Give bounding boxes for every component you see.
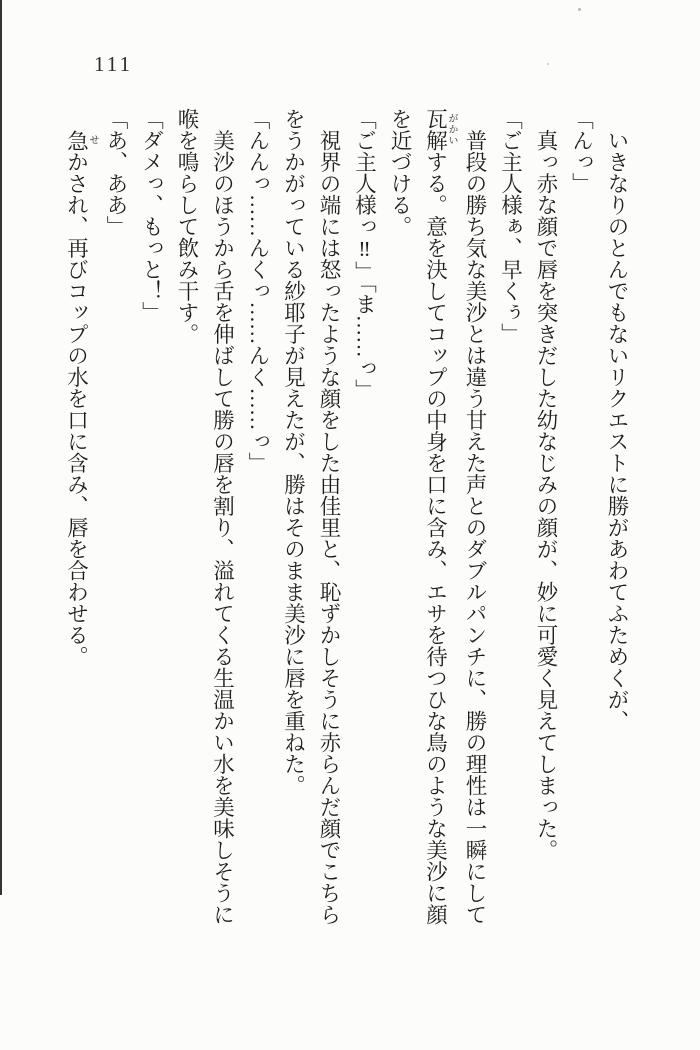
text-column-7: を近づける。 <box>388 108 412 237</box>
text-column-12: 美沙のほうから舌を伸ばして勝の唇を割り、溢れてくる生温かい水を美味しそうに <box>210 108 235 925</box>
text-column-4: 「ご主人様ぁ、早くぅ」 <box>498 108 523 345</box>
text-column-11: 「んんっ……んくっ……んく……っ」 <box>246 108 270 474</box>
page-number: 111 <box>94 52 133 76</box>
dust-speck <box>578 8 581 11</box>
text-block <box>58 108 634 948</box>
text-column-15: 「あ、ああ」 <box>104 108 128 237</box>
text-column-10: をうかがっている紗耶子が見えたが、勝はそのまま美沙に唇を重ねた。 <box>281 108 306 796</box>
ruby-annotated-word: 急せ <box>64 129 98 151</box>
text-column-6: 瓦解がかいする。意を決してコップの中身を口に含み、エサを待つひな鳥のような美沙に顔 <box>423 108 457 925</box>
scan-edge-artifact <box>0 0 2 895</box>
text-column-14: 「ダメっ、もっと！」 <box>139 108 164 323</box>
text-column-2: 「んっ」 <box>569 108 594 194</box>
dust-speck <box>547 63 549 65</box>
text-column-16: 急せかされ、再びコップの水を口に含み、唇を合わせる。 <box>64 129 98 667</box>
text-column-1: いきなりのとんでもないリクエストに勝があわてふためくが、 <box>605 108 629 732</box>
text-column-3: 真っ赤な顔で唇を突きだした幼なじみの顔が、妙に可愛く見えてしまった。 <box>534 108 558 861</box>
text-column-8: 「ご主人様っ‼」「ま……っ」 <box>352 108 377 401</box>
text-column-5: 普段の勝ち気な美沙とは違う甘えた声とのダブルパンチに、勝の理性は一瞬にして <box>463 108 487 925</box>
text-column-13: 喉を鳴らして飲み干す。 <box>175 108 199 345</box>
text-column-9: 視界の端には怒ったような顔をした由佳里と、恥ずかしそうに赤らんだ顔でこちら <box>317 108 341 925</box>
ruby-annotated-word: 瓦解がかい <box>423 108 457 151</box>
